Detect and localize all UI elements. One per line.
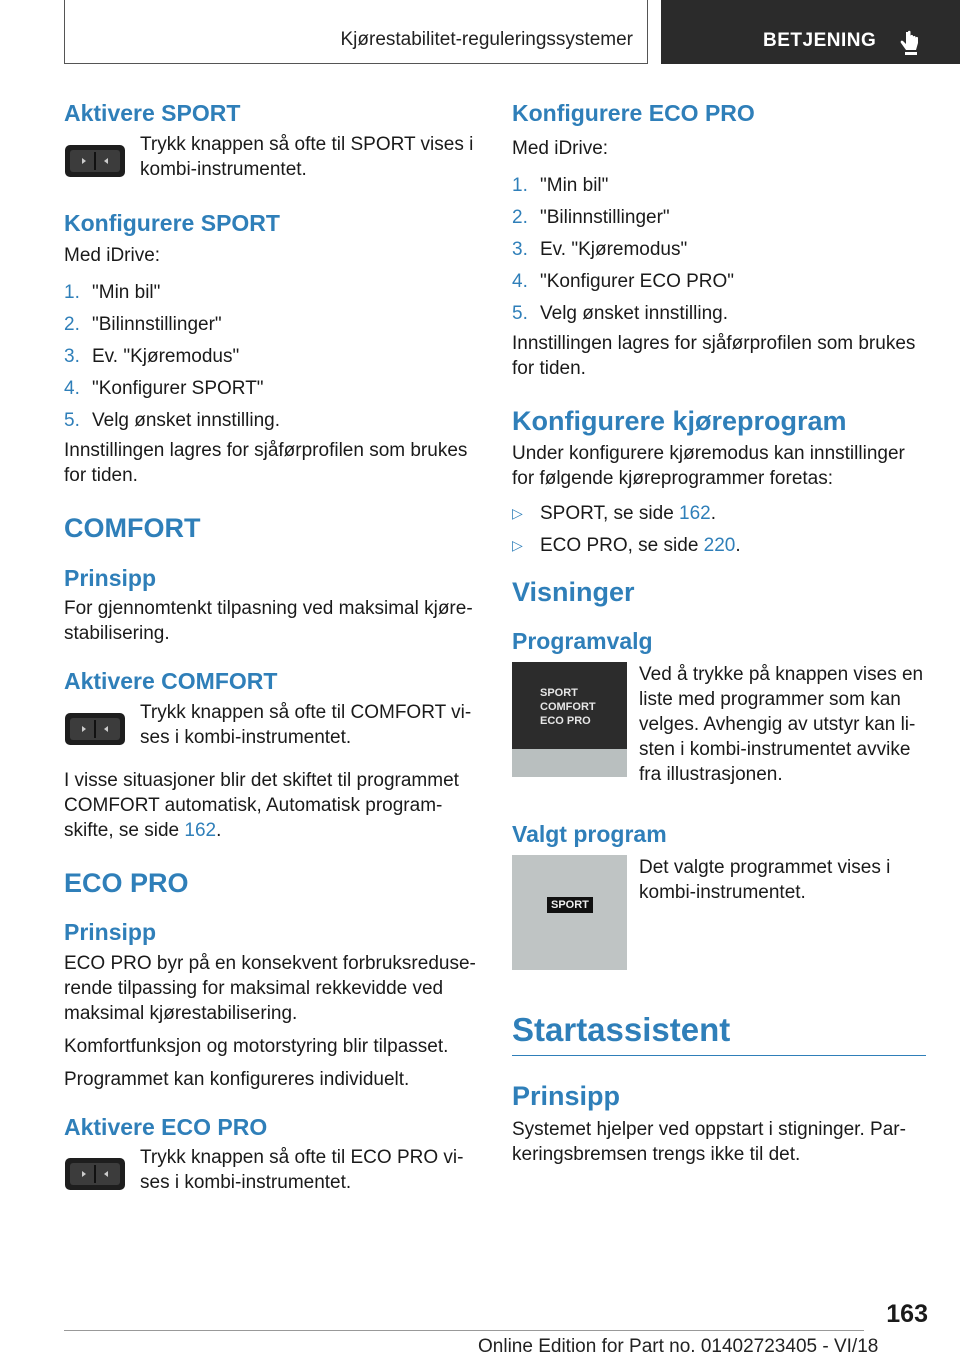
header-section-title	[64, 0, 648, 64]
text-med-idrive: Med iDrive:	[512, 137, 609, 159]
heading-startassistent: Startassistent	[512, 1010, 731, 1048]
text-visse-situasjoner: I visse situasjoner blir det skiftet til programmet COMFORT automatisk, Automatisk program-skifte, se side 162.	[64, 769, 459, 841]
text-programmet-konfigureres: Programmet kan konfigureres individuelt.	[64, 1068, 410, 1090]
program-list-illustration	[512, 662, 627, 777]
heading-konfigurere-kjoreprogram: Konfigurere kjøreprogram	[512, 405, 847, 436]
heading-aktivere-eco-pro: Aktivere ECO PRO	[64, 1113, 268, 1140]
footer-edition: Online Edition for Part no. 01402723405 - VI/18	[478, 1336, 879, 1357]
heading-aktivere-sport: Aktivere SPORT	[64, 100, 241, 126]
eco-steps-list	[512, 173, 926, 326]
aktivere-comfort-row	[64, 700, 478, 750]
list-item: ▷ ECO PRO, se side 220.	[512, 534, 741, 556]
hand-pointer-icon	[898, 30, 922, 56]
text-eco-prinsipp: ECO PRO byr på en konsekvent forbruksreduse-rende tilpassing for maksimal rekkevidde ved maksimal kjørestabilisering.	[64, 952, 476, 1024]
driving-mode-button-icon	[64, 712, 126, 746]
list-item: 1. "Min bil"	[512, 174, 609, 196]
list-item: 5. Velg ønsket innstilling.	[64, 410, 280, 432]
heading-aktivere-comfort: Aktivere COMFORT	[64, 668, 278, 695]
aktivere-eco-row	[64, 1145, 478, 1195]
section-title: Kjørestabilitet-reguleringssystemer	[340, 29, 633, 50]
text-komfortfunksjon: Komfortfunksjon og motorstyring blir tilpasset.	[64, 1035, 449, 1057]
program-option-comfort: COMFORT	[540, 700, 596, 713]
footer-divider	[64, 1330, 864, 1331]
selected-program-label: SPORT	[547, 897, 593, 913]
heading-visninger: Visninger	[512, 576, 635, 607]
list-item: 4. "Konfigurer SPORT"	[64, 378, 264, 400]
text-lagres-sport: Innstillingen lagres for sjåførprofilen som brukes for tiden.	[64, 440, 468, 487]
program-option-sport: SPORT	[540, 686, 578, 699]
valgt-program-row	[512, 855, 926, 970]
text-aktivere-sport: Trykk knappen så ofte til SPORT vises i kombi-instrumentet.	[140, 133, 474, 180]
selected-program-illustration	[512, 855, 627, 970]
list-item: 3. Ev. "Kjøremodus"	[64, 346, 240, 368]
heading-prinsipp-eco: Prinsipp	[64, 919, 157, 946]
driving-mode-button-icon	[64, 1157, 126, 1191]
page-link-162[interactable]: 162	[679, 502, 711, 524]
heading-konfigurere-eco-pro: Konfigurere ECO PRO	[512, 100, 755, 126]
list-item: 1. "Min bil"	[64, 282, 161, 304]
program-option-eco-pro: ECO PRO	[540, 714, 591, 727]
text-comfort-prinsipp: For gjennomtenkt tilpasning ved maksimal kjøre-stabilisering.	[64, 598, 473, 645]
text-aktivere-comfort: Trykk knappen så ofte til COMFORT vi-ses i kombi-instrumentet.	[140, 701, 472, 748]
heading-programvalg: Programvalg	[512, 628, 653, 655]
driving-mode-button-icon	[64, 144, 126, 178]
text-konfigurere-kjoreprogram: Under konfigurere kjøremodus kan innstillinger for følgende kjøreprogrammer foretas:	[512, 442, 905, 489]
heading-eco-pro: ECO PRO	[64, 867, 189, 898]
section-divider	[512, 1055, 926, 1056]
list-item: 2. "Bilinnstillinger"	[64, 314, 222, 336]
text-aktivere-eco-pro: Trykk knappen så ofte til ECO PRO vi-ses i kombi-instrumentet.	[140, 1147, 464, 1194]
heading-konfigurere-sport: Konfigurere SPORT	[64, 209, 280, 236]
sport-steps-list	[64, 280, 478, 433]
right-column	[512, 100, 926, 1167]
page-link-220[interactable]: 220	[703, 534, 736, 556]
page-number: 163	[886, 1300, 928, 1328]
list-item: 3. Ev. "Kjøremodus"	[512, 238, 688, 260]
left-column	[64, 100, 478, 1195]
text-startassistent: Systemet hjelper ved oppstart i stigninger. Par-keringsbremsen trengs ikke til det.	[512, 1118, 906, 1165]
list-item: 5. Velg ønsket innstilling.	[512, 302, 728, 324]
page-link-162[interactable]: 162	[184, 819, 217, 841]
list-item: 4. "Konfigurer ECO PRO"	[512, 270, 735, 292]
text-programvalg: Ved å trykke på knappen vises en liste med programmer som kan velges. Avhengig av utstyr kan li-sten i kombi-instrumentet avvike fra illustrasjonen.	[639, 663, 924, 785]
heading-valgt-program: Valgt program	[512, 820, 667, 847]
heading-prinsipp-comfort: Prinsipp	[64, 564, 157, 591]
header-chapter	[661, 0, 960, 64]
programvalg-row	[512, 662, 926, 787]
text-med-idrive: Med iDrive:	[64, 245, 161, 267]
program-list	[512, 501, 926, 558]
aktivere-sport-row	[64, 132, 478, 182]
list-item: 2. "Bilinnstillinger"	[512, 206, 670, 228]
list-item: ▷ SPORT, se side 162.	[512, 502, 717, 524]
text-lagres-eco: Innstillingen lagres for sjåførprofilen som brukes for tiden.	[512, 332, 916, 379]
text-valgt-program: Det valgte programmet vises i kombi-instrumentet.	[639, 856, 891, 903]
chapter-title: BETJENING	[763, 30, 877, 51]
heading-prinsipp-start: Prinsipp	[512, 1081, 621, 1112]
heading-comfort: COMFORT	[64, 513, 201, 544]
